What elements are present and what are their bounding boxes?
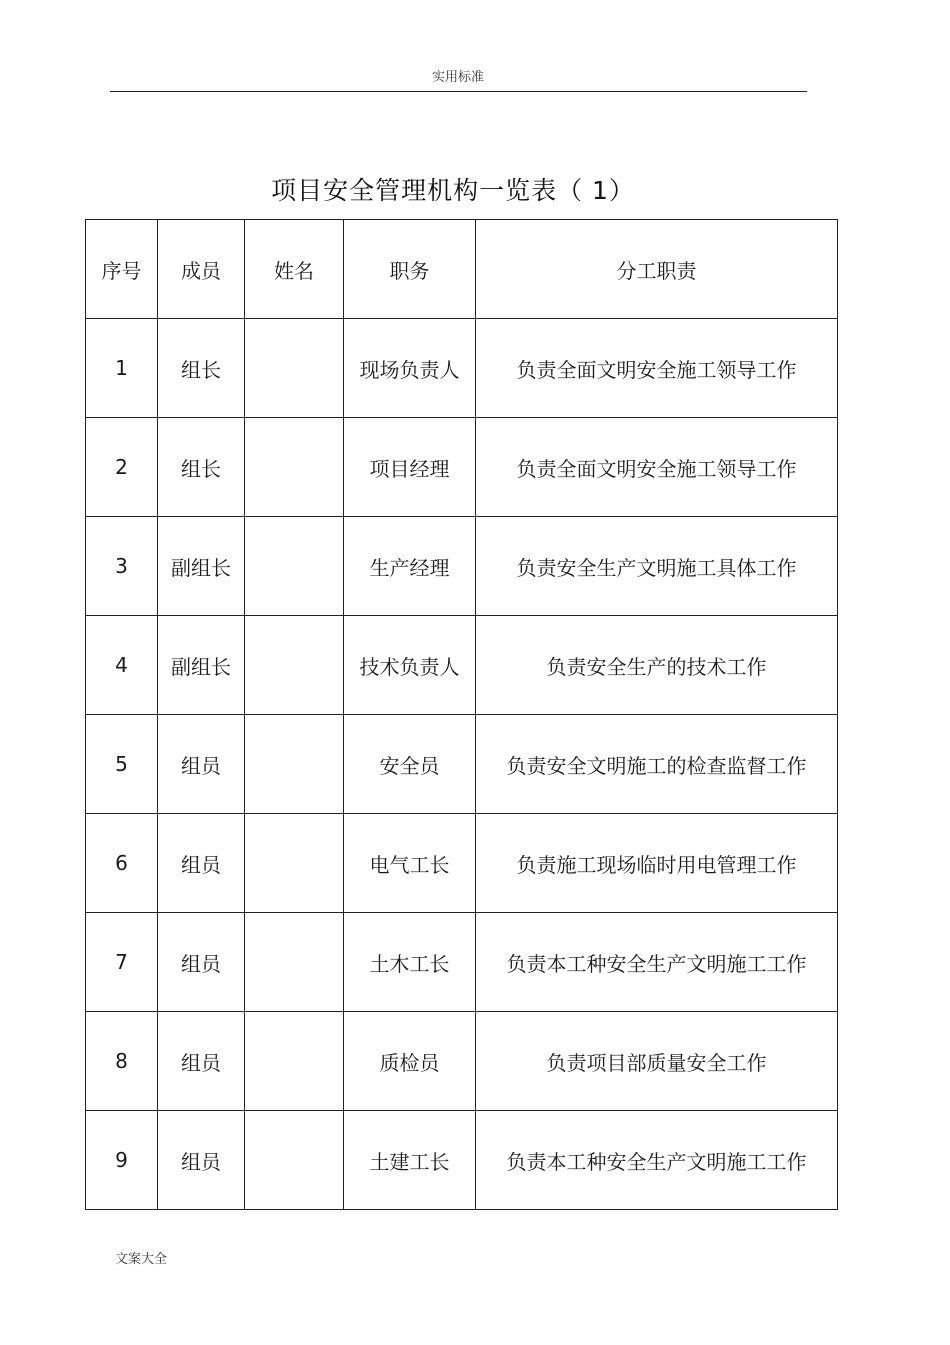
- org-table: [85, 219, 838, 1210]
- cell-member: 组长: [158, 319, 245, 418]
- cell-name: [245, 913, 344, 1012]
- document-title: 项目安全管理机构一览表（ 1）: [271, 176, 635, 205]
- cell-duty: 负责本工种安全生产文明施工工作: [476, 1111, 838, 1210]
- cell-position: 电气工长: [344, 814, 476, 913]
- cell-name: [245, 814, 344, 913]
- table-row: [86, 715, 838, 814]
- cell-no: 7: [86, 913, 158, 1012]
- cell-position: 项目经理: [344, 418, 476, 517]
- column-header-no: 序号: [86, 220, 158, 319]
- cell-position: 质检员: [344, 1012, 476, 1111]
- header-divider: [110, 91, 807, 92]
- cell-name: [245, 1111, 344, 1210]
- column-header-member: 成员: [158, 220, 245, 319]
- table-row: [86, 616, 838, 715]
- column-header-position: 职务: [344, 220, 476, 319]
- column-header-name: 姓名: [245, 220, 344, 319]
- table-row: [86, 1012, 838, 1111]
- cell-no: 9: [86, 1111, 158, 1210]
- cell-duty: 负责项目部质量安全工作: [476, 1012, 838, 1111]
- cell-name: [245, 1012, 344, 1111]
- cell-no: 5: [86, 715, 158, 814]
- table-row: [86, 814, 838, 913]
- cell-duty: 负责全面文明安全施工领导工作: [476, 418, 838, 517]
- table-row: [86, 517, 838, 616]
- cell-member: 组员: [158, 1111, 245, 1210]
- cell-no: 2: [86, 418, 158, 517]
- cell-name: [245, 517, 344, 616]
- table-row: [86, 1111, 838, 1210]
- cell-member: 组员: [158, 1012, 245, 1111]
- cell-member: 组长: [158, 418, 245, 517]
- cell-position: 土木工长: [344, 913, 476, 1012]
- column-header-duty: 分工职责: [476, 220, 838, 319]
- cell-duty: 负责安全生产文明施工具体工作: [476, 517, 838, 616]
- cell-member: 副组长: [158, 616, 245, 715]
- cell-no: 8: [86, 1012, 158, 1111]
- cell-member: 组员: [158, 814, 245, 913]
- cell-name: [245, 418, 344, 517]
- cell-no: 3: [86, 517, 158, 616]
- cell-no: 1: [86, 319, 158, 418]
- cell-duty: 负责施工现场临时用电管理工作: [476, 814, 838, 913]
- table-row: [86, 319, 838, 418]
- cell-duty: 负责安全文明施工的检查监督工作: [476, 715, 838, 814]
- cell-duty: 负责安全生产的技术工作: [476, 616, 838, 715]
- cell-position: 现场负责人: [344, 319, 476, 418]
- table-row: [86, 418, 838, 517]
- cell-name: [245, 319, 344, 418]
- cell-duty: 负责本工种安全生产文明施工工作: [476, 913, 838, 1012]
- cell-position: 土建工长: [344, 1111, 476, 1210]
- cell-name: [245, 616, 344, 715]
- cell-no: 4: [86, 616, 158, 715]
- cell-no: 6: [86, 814, 158, 913]
- cell-name: [245, 715, 344, 814]
- cell-position: 生产经理: [344, 517, 476, 616]
- cell-member: 组员: [158, 715, 245, 814]
- cell-duty: 负责全面文明安全施工领导工作: [476, 319, 838, 418]
- cell-member: 副组长: [158, 517, 245, 616]
- page-footer: 文案大全: [115, 1252, 168, 1267]
- page-header: 实用标准: [431, 70, 484, 85]
- cell-position: 安全员: [344, 715, 476, 814]
- table-header-row: [86, 220, 838, 319]
- table-row: [86, 913, 838, 1012]
- cell-position: 技术负责人: [344, 616, 476, 715]
- cell-member: 组员: [158, 913, 245, 1012]
